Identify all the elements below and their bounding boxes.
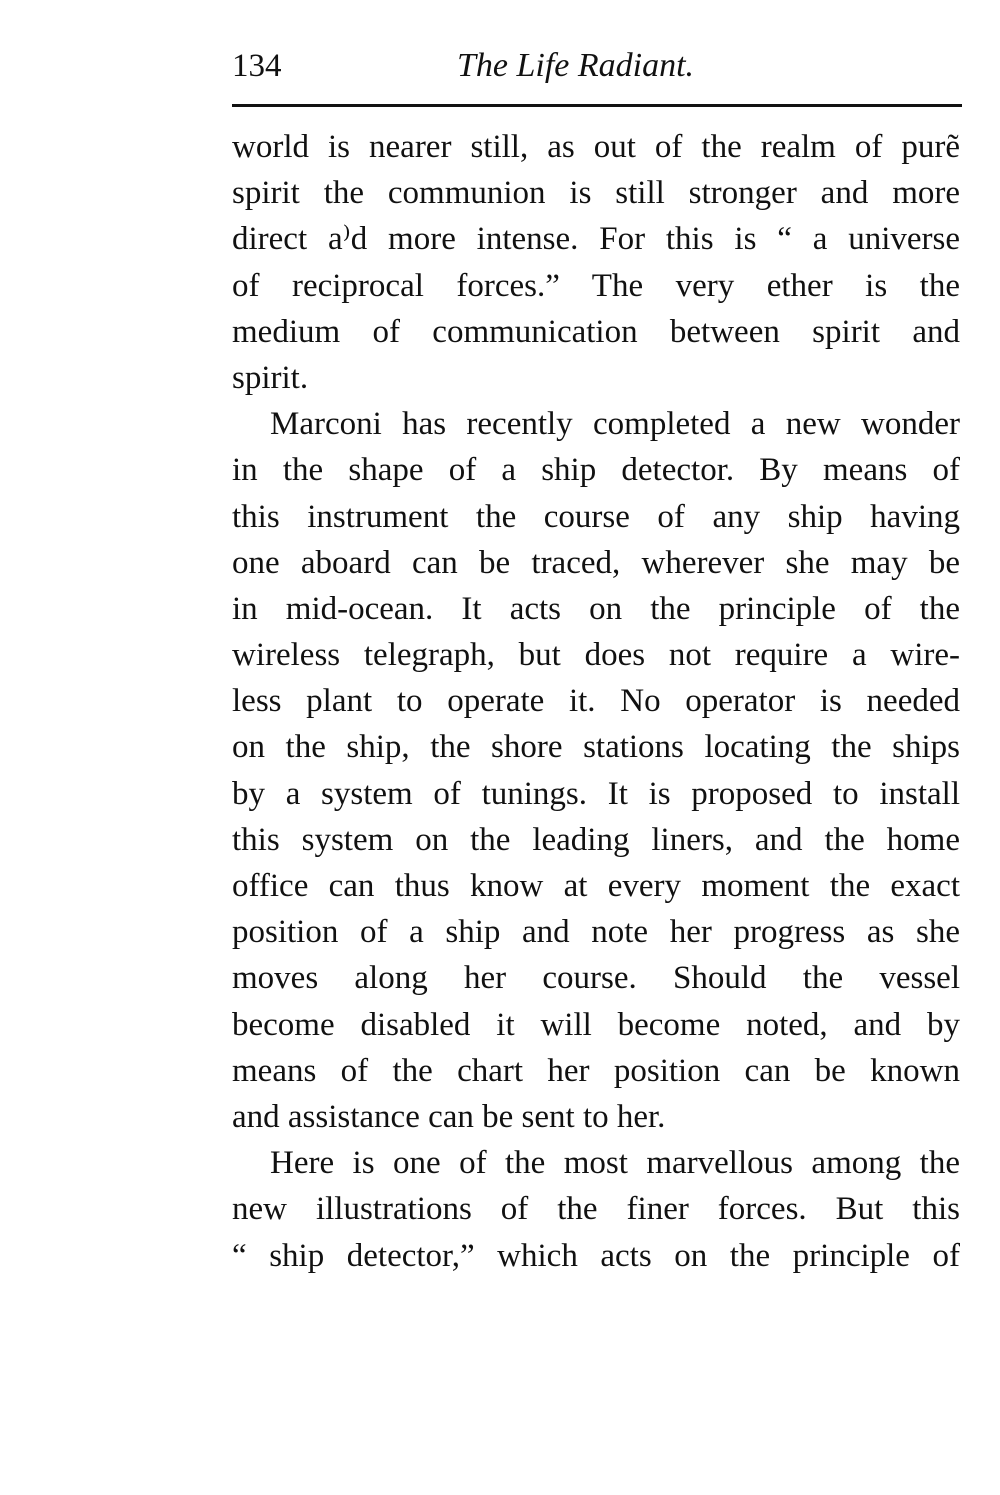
text-line: in mid-ocean. It acts on the principle of the [232,590,960,627]
text-line: become disabled it will become noted, and by [232,1006,960,1043]
running-title: The Life Radiant. [457,47,695,84]
text-line: medium of communication between spirit and [232,313,960,350]
text-line: by a system of tunings. It is proposed to install [232,775,960,812]
text-line: Here is one of the most marvellous among the [270,1145,960,1182]
text-line: spirit the communion is still stronger and more [232,175,960,212]
body-text [232,124,960,1279]
text-line: world is nearer still, as out of the realm of purẽ [232,129,960,165]
text-line: Marconi has recently completed a new wonder [270,406,960,443]
page-number: 134 [232,48,282,84]
text-line: “ ship detector,” which acts on the principle of [232,1237,960,1274]
text-line: means of the chart her position can be known [232,1052,960,1089]
running-head [232,44,960,94]
text-line: on the ship, the shore stations locating the ships [232,729,960,766]
text-line: in the shape of a ship detector. By means of [232,452,960,489]
text-line: spirit. [232,359,309,396]
text-line: and assistance can be sent to her. [232,1098,666,1135]
paragraph [232,401,960,1140]
text-line: of reciprocal forces.” The very ether is the [232,267,960,304]
text-line: less plant to operate it. No operator is needed [232,683,960,720]
text-line: office can thus know at every moment the exact [232,868,960,904]
text-line: moves along her course. Should the vessel [232,960,960,997]
text-line: this system on the leading liners, and the home [232,821,960,858]
text-line: position of a ship and note her progress as she [232,914,960,951]
paragraph [232,1140,960,1279]
text-line: one aboard can be traced, wherever she may be [232,544,960,581]
text-line: direct a⁾d more intense. For this is “ a universe [232,221,960,258]
header-rule [232,104,962,107]
text-line: new illustrations of the finer forces. But this [232,1191,960,1228]
text-line: wireless telegraph, but does not require a wire- [232,637,960,674]
text-line: this instrument the course of any ship having [232,498,960,535]
paragraph [232,124,960,401]
